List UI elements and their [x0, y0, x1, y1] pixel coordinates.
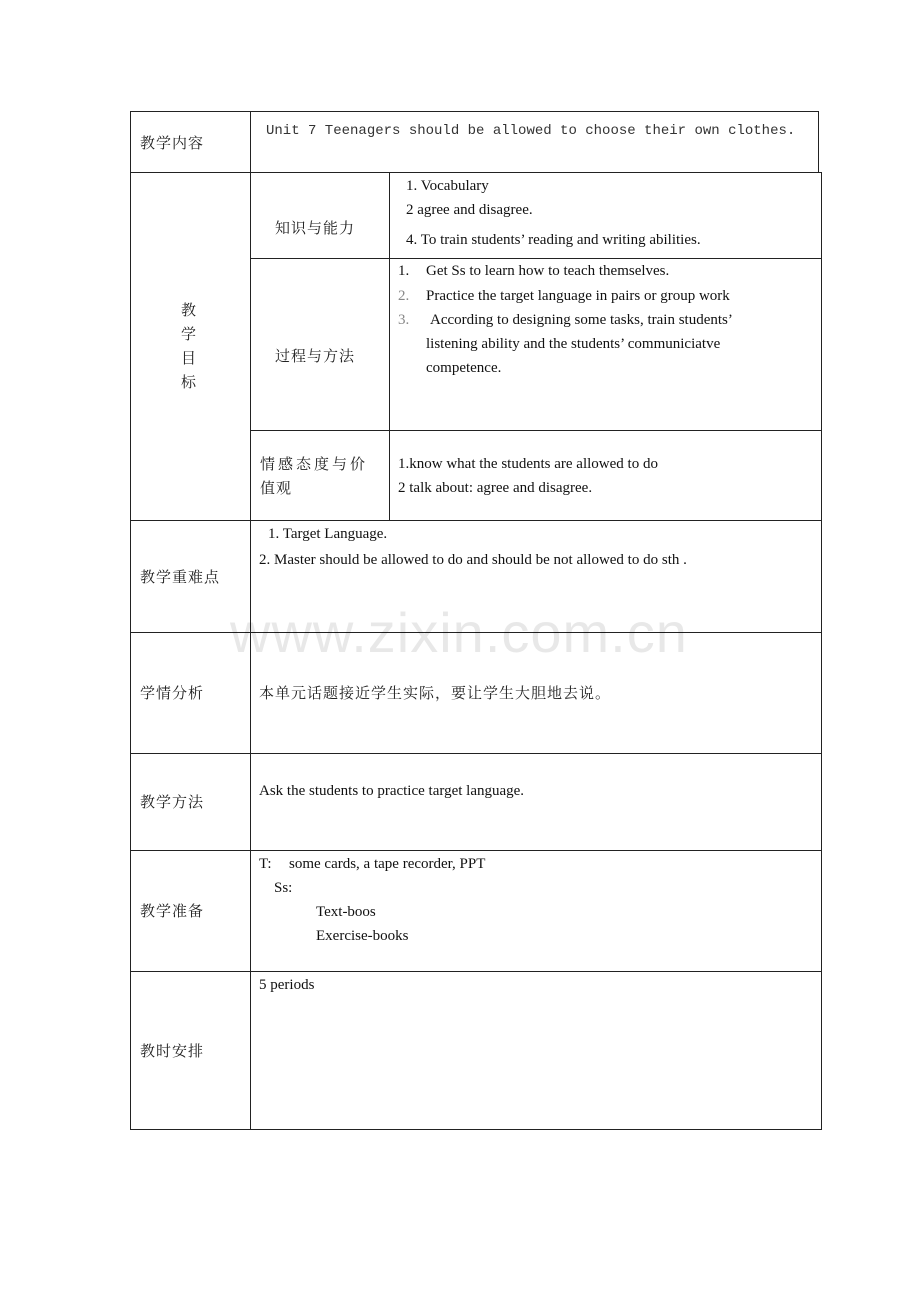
students-material: Exercise-books [316, 928, 409, 944]
teacher-label: T: [259, 856, 272, 872]
emotion-label: 情感态度与价 [260, 455, 369, 473]
process-item-number: 2. [398, 288, 410, 304]
key-points-line: 2. Master should be allowed to do and should be not allowed to do sth . [259, 552, 687, 568]
knowledge-line: 2 agree and disagree. [406, 202, 533, 218]
watermark: www.zixin.com.cn [230, 601, 688, 664]
objectives-char: 教 [181, 301, 198, 319]
schedule-value: 5 periods [259, 977, 315, 993]
process-item-text: Practice the target language in pairs or group work [426, 288, 730, 304]
teacher-materials: some cards, a tape recorder, PPT [289, 856, 486, 872]
process-item-number: 1. [398, 263, 410, 279]
method-label: 教学方法 [140, 793, 205, 811]
key-points-label: 教学重难点 [140, 568, 221, 586]
content-value: Unit 7 Teenagers should be allowed to choose their own clothes. [266, 123, 796, 139]
knowledge-label: 知识与能力 [275, 219, 356, 237]
content-label: 教学内容 [140, 134, 205, 152]
objectives-char: 目 [181, 349, 198, 367]
analysis-label: 学情分析 [140, 684, 205, 702]
students-label: Ss: [274, 880, 293, 896]
objectives-char: 标 [181, 373, 198, 391]
process-item-text: competence. [426, 360, 502, 376]
process-item-text: According to designing some tasks, train students’ [430, 312, 733, 328]
key-points-line: 1. Target Language. [268, 526, 388, 542]
process-item-text: listening ability and the students’ communiciatve [426, 336, 721, 352]
process-item-text: Get Ss to learn how to teach themselves. [426, 263, 670, 279]
knowledge-line: 4. To train students’ reading and writing abilities. [406, 232, 701, 248]
emotion-line: 2 talk about: agree and disagree. [398, 480, 593, 496]
emotion-label: 值观 [260, 479, 293, 497]
method-value: Ask the students to practice target language. [259, 783, 525, 799]
knowledge-line: 1. Vocabulary [406, 178, 489, 194]
emotion-line: 1.know what the students are allowed to do [398, 456, 658, 472]
analysis-value: 本单元话题接近学生实际，要让学生大胆地去说。 [259, 684, 612, 702]
schedule-label: 教时安排 [140, 1042, 205, 1060]
process-item-number: 3. [398, 312, 410, 328]
process-label: 过程与方法 [275, 347, 356, 365]
preparation-label: 教学准备 [140, 902, 205, 920]
objectives-char: 学 [181, 325, 198, 343]
students-material: Text-boos [316, 904, 376, 920]
